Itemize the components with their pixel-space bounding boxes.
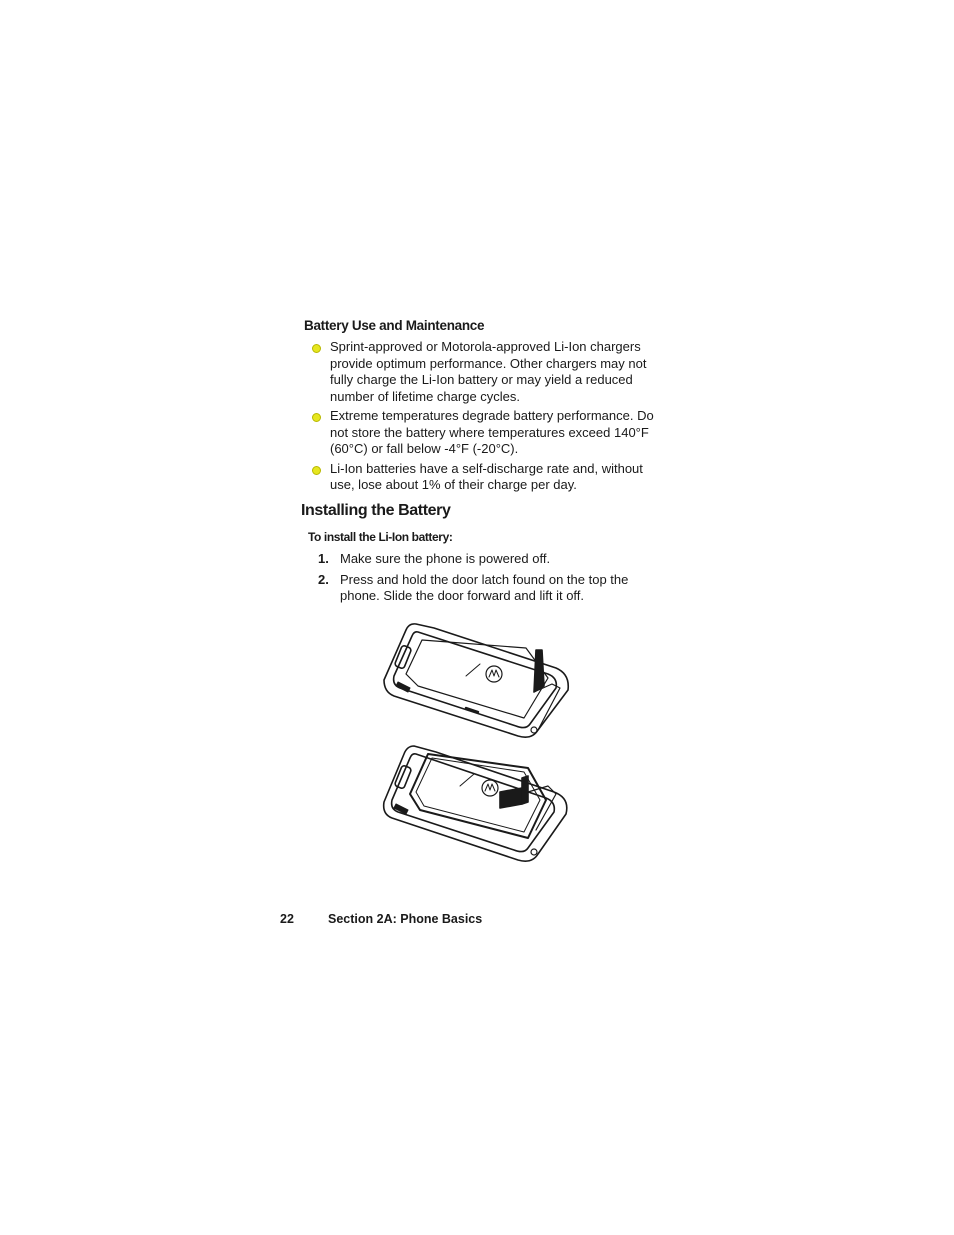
installing-battery-heading: Installing the Battery [301, 502, 451, 519]
procedure-title: To install the Li-Ion battery: [308, 530, 453, 544]
battery-tips-list [312, 339, 657, 497]
step-number: 1. [318, 551, 329, 566]
step-text: Press and hold the door latch found on the top the phone. Slide the door forward and lift it off. [340, 571, 629, 603]
bullet-text: Sprint-approved or Motorola-approved Li-Ion chargers provide optimum performance. Other chargers may not fully charge the Li-Ion battery or may yield a reduced number of lifetime charge cycles. [330, 339, 647, 404]
section-title: Section 2A: Phone Basics [328, 912, 483, 926]
bullet-icon [312, 413, 321, 422]
bullet-text: Extreme temperatures degrade battery performance. Do not store the battery where temperatures exceed 140°F (60°C) or fall below -4°F (-20°C). [330, 408, 654, 456]
step-text: Make sure the phone is powered off. [340, 551, 551, 566]
list-item [312, 461, 657, 494]
bullet-text: Li-Ion batteries have a self-discharge rate and, without use, lose about 1% of their charge per day. [330, 460, 643, 492]
phone-door-sliding-illustration [384, 746, 567, 861]
step-item [312, 572, 642, 605]
bullet-icon [312, 344, 321, 353]
bullet-icon [312, 466, 321, 475]
phone-with-door-illustration [384, 624, 568, 737]
step-number: 2. [318, 571, 329, 587]
battery-use-subheading: Battery Use and Maintenance [304, 318, 485, 333]
list-item [312, 339, 657, 405]
install-steps-list [312, 551, 642, 609]
battery-door-removal-illustration [376, 618, 576, 866]
step-item [312, 551, 642, 568]
page-number: 22 [280, 912, 294, 926]
list-item [312, 408, 657, 458]
